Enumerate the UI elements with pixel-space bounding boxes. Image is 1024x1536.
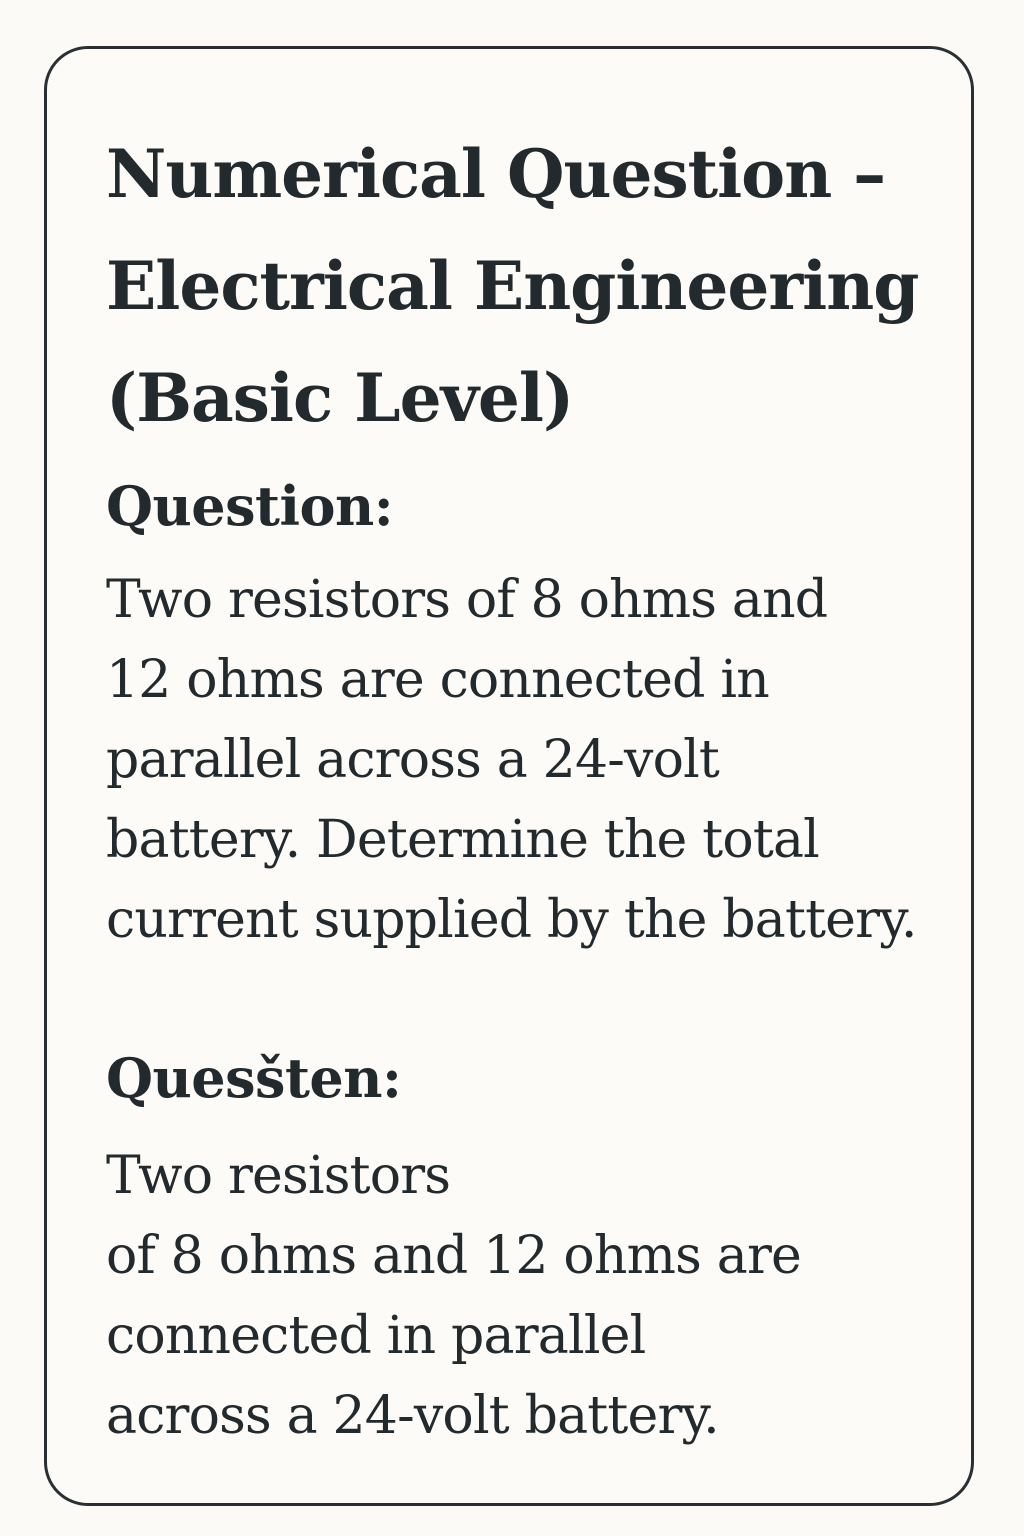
question-heading: Question: [106,474,394,538]
question-text: Two resistors of 8 ohms and 12 ohms are connected in parallel across a 24-volt battery. Determine the total current supplied by the battery. [106,570,917,950]
second-question-text: Two resistors of 8 ohms and 12 ohms are connected in parallel across a 24-volt battery. [106,1146,801,1446]
second-question-heading: Quesšten: [106,1046,402,1110]
card-title: Numerical Question – Electrical Engineering (Basic Level) [106,135,919,437]
